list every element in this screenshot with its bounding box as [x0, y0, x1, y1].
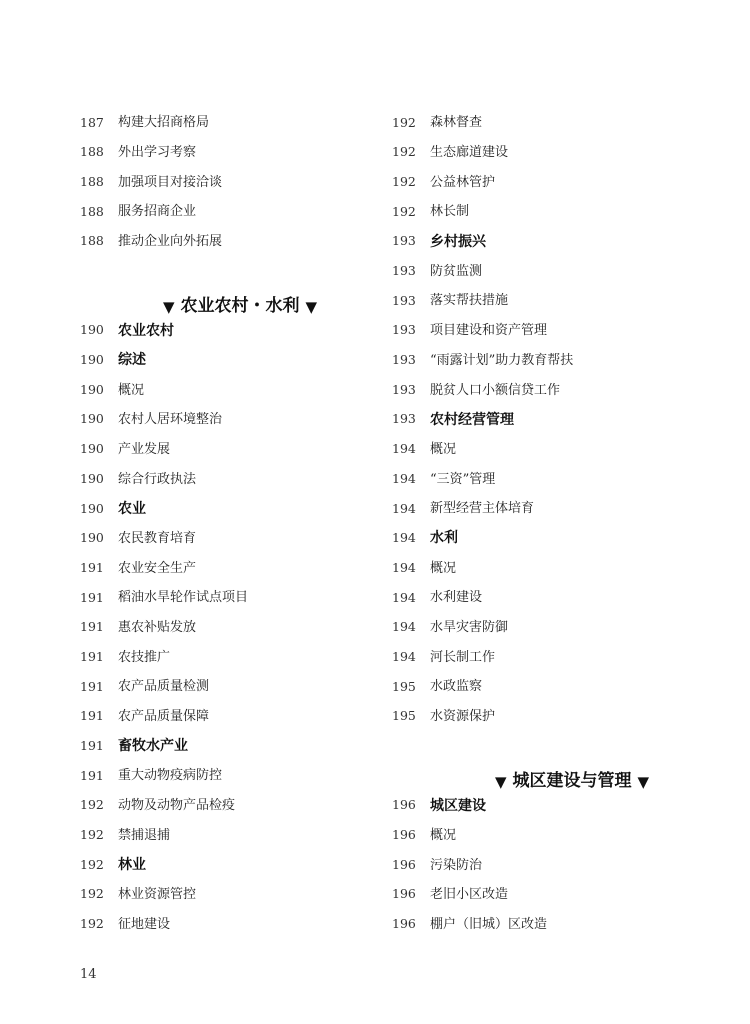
toc-page-number: 192 — [392, 144, 416, 160]
toc-page-number: 194 — [392, 500, 416, 516]
toc-page-number: 193 — [392, 322, 416, 338]
toc-category-row[interactable] — [80, 346, 400, 376]
toc-entry-title: “三资”管理 — [430, 471, 496, 487]
toc-entry-row[interactable] — [392, 702, 712, 732]
toc-entry-row[interactable] — [80, 197, 400, 227]
toc-page-number: 187 — [80, 114, 104, 130]
toc-entry-title: 脱贫人口小额信贷工作 — [430, 382, 561, 398]
toc-entry-title: 服务招商企业 — [118, 204, 197, 220]
toc-page-number: 192 — [80, 886, 104, 902]
toc-entry-title: 水旱灾害防御 — [430, 620, 509, 636]
toc-page-number: 191 — [80, 678, 104, 694]
toc-entry-row[interactable] — [80, 167, 400, 197]
toc-page-number: 192 — [80, 797, 104, 813]
toc-page-number: 196 — [392, 856, 416, 872]
toc-entry-title: 生态廊道建设 — [430, 145, 509, 161]
toc-page-number: 193 — [392, 381, 416, 397]
toc-page-number: 188 — [80, 173, 104, 189]
section-title: 城区建设与管理 — [512, 770, 632, 791]
toc-entry-row[interactable] — [392, 108, 712, 138]
toc-entry-title: 河长制工作 — [430, 649, 496, 665]
toc-entry-row[interactable] — [392, 494, 712, 524]
toc-entry-row[interactable] — [392, 553, 712, 583]
toc-page-number: 194 — [392, 559, 416, 575]
toc-page-number: 196 — [392, 797, 416, 813]
toc-entry-title: 畜牧水产业 — [118, 738, 188, 755]
toc-entry-row[interactable] — [80, 880, 400, 910]
toc-page-number: 192 — [392, 173, 416, 189]
toc-entry-title: 林长制 — [430, 204, 470, 220]
toc-page-number: 192 — [80, 856, 104, 872]
toc-entry-title: 农民教育培育 — [118, 530, 197, 546]
toc-entry-title: 概况 — [118, 382, 145, 398]
toc-page-number: 196 — [392, 916, 416, 932]
toc-entry-title: 征地建设 — [118, 916, 171, 932]
toc-entry-title: 农业 — [118, 500, 146, 517]
toc-entry-row[interactable] — [80, 613, 400, 643]
toc-page-number: 194 — [392, 589, 416, 605]
toc-entry-title: 农技推广 — [118, 649, 171, 665]
toc-entry-row[interactable] — [392, 642, 712, 672]
toc-category-row[interactable] — [80, 494, 400, 524]
toc-page-number: 192 — [80, 916, 104, 932]
toc-page-number: 193 — [392, 263, 416, 279]
toc-page-number: 190 — [80, 530, 104, 546]
toc-page-number: 194 — [392, 441, 416, 457]
toc-page-number: 196 — [392, 827, 416, 843]
toc-entry-title: 项目建设和资产管理 — [430, 323, 548, 339]
toc-entry-title: 农业农村 — [118, 322, 174, 339]
toc-page-number: 196 — [392, 886, 416, 902]
toc-entry-row[interactable] — [392, 167, 712, 197]
toc-entry-title: 外出学习考察 — [118, 145, 197, 161]
toc-page-number: 194 — [392, 470, 416, 486]
toc-entry-row[interactable] — [392, 850, 712, 880]
toc-entry-title: 公益林管护 — [430, 174, 496, 190]
toc-page-number: 191 — [80, 559, 104, 575]
toc-entry-row[interactable] — [392, 613, 712, 643]
toc-page-number: 191 — [80, 738, 104, 754]
toc-entry-title: 综合行政执法 — [118, 471, 197, 487]
toc-entry-row[interactable] — [80, 375, 400, 405]
toc-entry-row[interactable] — [80, 702, 400, 732]
toc-page-number: 191 — [80, 619, 104, 635]
toc-category-row[interactable] — [392, 227, 712, 257]
toc-entry-title: 农村经营管理 — [430, 411, 514, 428]
toc-entry-title: 森林督查 — [430, 115, 483, 131]
toc-entry-row[interactable] — [80, 583, 400, 613]
toc-entry-title: 动物及动物产品检疫 — [118, 798, 236, 814]
toc-entry-row[interactable] — [392, 435, 712, 465]
toc-page-number: 193 — [392, 352, 416, 368]
toc-entry-row[interactable] — [80, 642, 400, 672]
toc-category-row[interactable] — [80, 850, 400, 880]
toc-page-number: 192 — [80, 827, 104, 843]
down-triangle-icon: ▼ — [637, 772, 650, 791]
toc-entry-row[interactable] — [80, 821, 400, 851]
toc-page-number: 190 — [80, 322, 104, 338]
page-number: 14 — [80, 967, 97, 982]
toc-entry-title: 水利 — [430, 530, 458, 547]
toc-page-number: 188 — [80, 233, 104, 249]
toc-entry-title: 林业 — [118, 857, 146, 874]
toc-entry-title: 防贫监测 — [430, 263, 483, 279]
toc-entry-title: 禁捕退捕 — [118, 827, 171, 843]
toc-page-number: 188 — [80, 144, 104, 160]
toc-page-number: 190 — [80, 441, 104, 457]
toc-entry-title: 污染防治 — [430, 857, 483, 873]
toc-entry-row[interactable] — [80, 791, 400, 821]
toc-entry-title: 概况 — [430, 560, 457, 576]
toc-entry-row[interactable] — [392, 197, 712, 227]
toc-page-number: 193 — [392, 292, 416, 308]
toc-entry-title: 加强项目对接洽谈 — [118, 174, 223, 190]
toc-category-row[interactable] — [80, 731, 400, 761]
section-heading — [80, 286, 400, 316]
toc-entry-title: 城区建设 — [430, 797, 486, 814]
toc-entry-title: 新型经营主体培育 — [430, 501, 535, 517]
toc-entry-title: 农业安全生产 — [118, 560, 197, 576]
toc-entry-title: 棚户（旧城）区改造 — [430, 916, 548, 932]
toc-page-number: 195 — [392, 678, 416, 694]
toc-entry-row[interactable] — [392, 375, 712, 405]
toc-entry-title: 农产品质量保障 — [118, 709, 210, 725]
toc-page-number: 191 — [80, 589, 104, 605]
toc-entry-row[interactable] — [392, 910, 712, 940]
section-title: 农业农村・水利 — [180, 295, 300, 316]
toc-entry-row[interactable] — [392, 346, 712, 376]
toc-entry-row[interactable] — [392, 880, 712, 910]
toc-entry-title: 水资源保护 — [430, 709, 496, 725]
toc-page-number: 194 — [392, 648, 416, 664]
down-triangle-icon: ▼ — [494, 772, 507, 791]
toc-page-number: 190 — [80, 352, 104, 368]
toc-entry-row[interactable] — [80, 761, 400, 791]
spacer — [392, 731, 712, 761]
toc-entry-title: 惠农补贴发放 — [118, 620, 197, 636]
toc-entry-title: 综述 — [118, 352, 146, 369]
toc-entry-title: 推动企业向外拓展 — [118, 234, 223, 250]
toc-entry-row[interactable] — [80, 435, 400, 465]
toc-right-column — [392, 108, 712, 939]
toc-entry-row[interactable] — [392, 286, 712, 316]
toc-entry-row[interactable] — [392, 138, 712, 168]
toc-page-number: 191 — [80, 648, 104, 664]
toc-category-row[interactable] — [392, 524, 712, 554]
section-heading — [392, 761, 712, 791]
toc-entry-row[interactable] — [80, 464, 400, 494]
toc-page-number: 190 — [80, 470, 104, 486]
toc-page-number: 193 — [392, 233, 416, 249]
toc-category-row[interactable] — [80, 316, 400, 346]
toc-page-number: 194 — [392, 530, 416, 546]
toc-page-number: 188 — [80, 203, 104, 219]
toc-entry-row[interactable] — [80, 227, 400, 257]
toc-entry-row[interactable] — [392, 821, 712, 851]
toc-entry-row[interactable] — [392, 583, 712, 613]
down-triangle-icon: ▼ — [305, 297, 318, 316]
toc-category-row[interactable] — [392, 405, 712, 435]
toc-page-number: 193 — [392, 411, 416, 427]
toc-page-number: 192 — [392, 114, 416, 130]
toc-page-number: 191 — [80, 708, 104, 724]
toc-entry-title: 重大动物疫病防控 — [118, 768, 223, 784]
toc-entry-row[interactable] — [392, 464, 712, 494]
toc-entry-title: 农村人居环境整治 — [118, 412, 223, 428]
toc-entry-row[interactable] — [80, 108, 400, 138]
toc-entry-row[interactable] — [80, 138, 400, 168]
toc-entry-row[interactable] — [80, 405, 400, 435]
toc-left-column — [80, 108, 400, 939]
toc-entry-title: 构建大招商格局 — [118, 115, 210, 131]
toc-entry-title: 林业资源管控 — [118, 887, 197, 903]
toc-entry-title: 水政监察 — [430, 679, 483, 695]
toc-entry-row[interactable] — [392, 256, 712, 286]
toc-entry-title: 老旧小区改造 — [430, 887, 509, 903]
toc-page-number: 190 — [80, 411, 104, 427]
toc-page-number: 190 — [80, 381, 104, 397]
toc-page-number: 190 — [80, 500, 104, 516]
toc-entry-row[interactable] — [80, 553, 400, 583]
toc-entry-title: 稻油水旱轮作试点项目 — [118, 590, 249, 606]
toc-page-number: 191 — [80, 767, 104, 783]
toc-page-number: 194 — [392, 619, 416, 635]
toc-entry-title: 水利建设 — [430, 590, 483, 606]
toc-entry-title: 概况 — [430, 441, 457, 457]
toc-category-row[interactable] — [392, 791, 712, 821]
down-triangle-icon: ▼ — [162, 297, 175, 316]
toc-entry-title: 产业发展 — [118, 441, 171, 457]
toc-entry-row[interactable] — [80, 672, 400, 702]
toc-entry-row[interactable] — [80, 910, 400, 940]
toc-entry-title: “雨露计划”助力教育帮扶 — [430, 352, 574, 368]
spacer — [80, 256, 400, 286]
toc-entry-row[interactable] — [392, 316, 712, 346]
toc-entry-title: 概况 — [430, 827, 457, 843]
toc-entry-title: 落实帮扶措施 — [430, 293, 509, 309]
toc-page-number: 192 — [392, 203, 416, 219]
toc-entry-row[interactable] — [80, 524, 400, 554]
toc-entry-title: 乡村振兴 — [430, 233, 486, 250]
toc-entry-title: 农产品质量检测 — [118, 679, 210, 695]
toc-entry-row[interactable] — [392, 672, 712, 702]
toc-page-number: 195 — [392, 708, 416, 724]
